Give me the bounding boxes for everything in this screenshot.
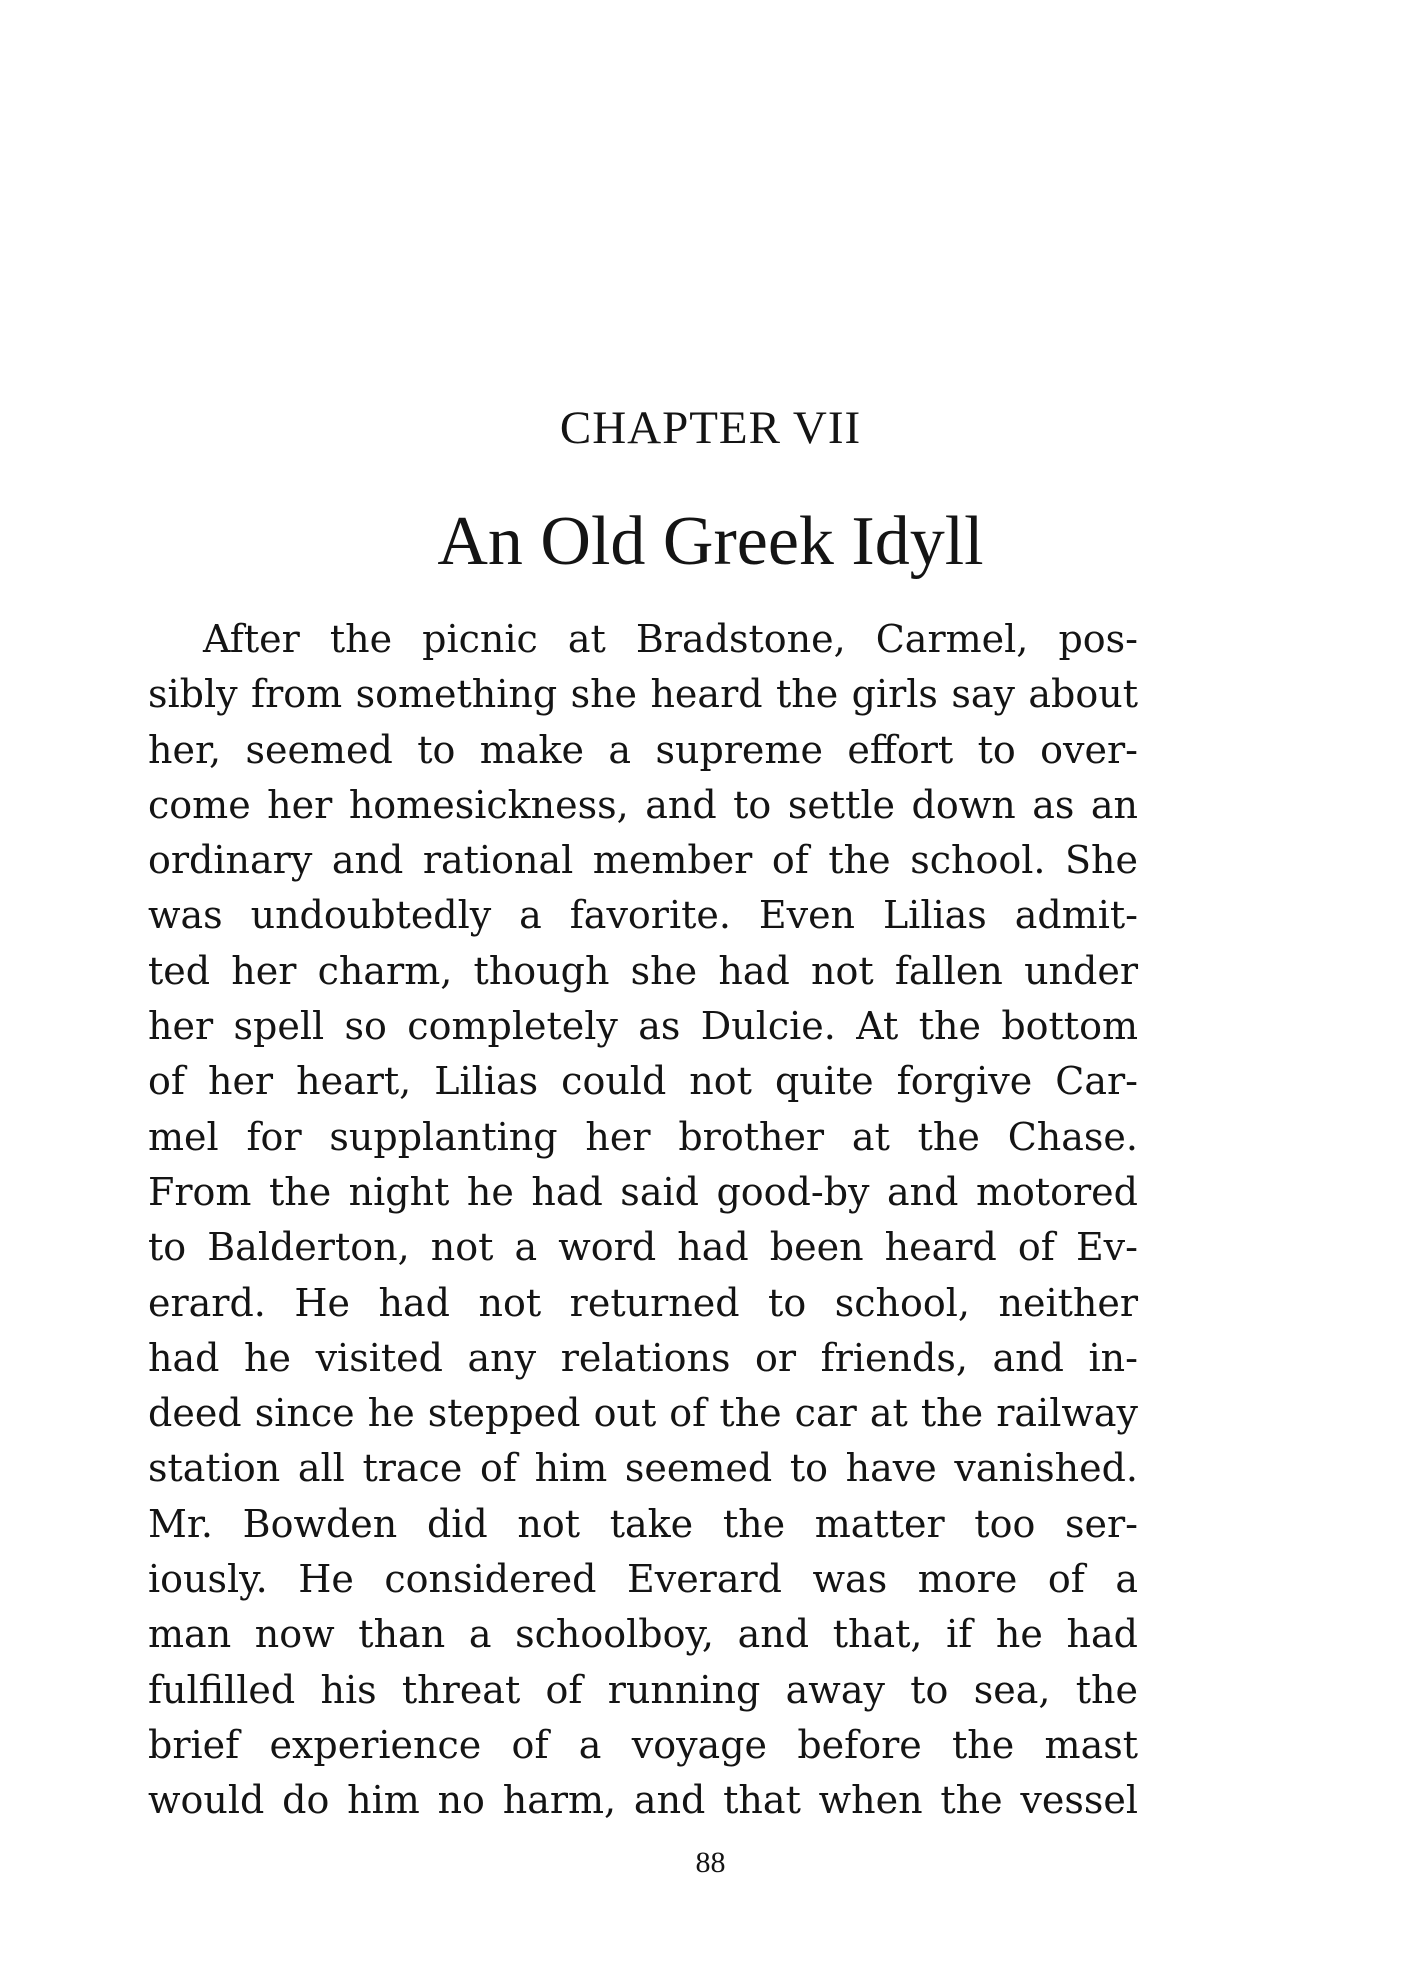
text-line: to Balderton, not a word had been heard of Ev-	[148, 1225, 1138, 1270]
text-line: brief experience of a voyage before the mast	[148, 1722, 1138, 1767]
text-line: her spell so completely as Dulcie. At the bottom	[148, 1004, 1138, 1049]
text-line: Mr. Bowden did not take the matter too ser-	[148, 1501, 1138, 1546]
text-line: From the night he had said good-by and motored	[148, 1169, 1138, 1214]
text-line: ordinary and rational member of the school. She	[148, 838, 1138, 883]
text-line: erard. He had not returned to school, neither	[148, 1280, 1138, 1325]
text-line: After the picnic at Bradstone, Carmel, pos-	[203, 617, 1138, 661]
text-line: would do him no harm, and that when the vessel	[148, 1778, 1138, 1823]
text-line: mel for supplanting her brother at the Chase.	[148, 1114, 1138, 1159]
text-line: sibly from something she heard the girls say about	[148, 672, 1138, 717]
text-line: station all trace of him seemed to have vanished.	[148, 1446, 1138, 1491]
page-number: 88	[695, 1846, 726, 1879]
text-line: man now than a schoolboy, and that, if he had	[148, 1612, 1138, 1657]
text-line: ted her charm, though she had not fallen under	[148, 948, 1138, 993]
chapter-title: An Old Greek Idyll	[437, 503, 984, 580]
text-line: her, seemed to make a supreme effort to over-	[148, 727, 1138, 772]
chapter-number: CHAPTER VII	[559, 402, 862, 454]
text-line: of her heart, Lilias could not quite forgive Car-	[148, 1059, 1138, 1104]
body-text	[148, 612, 1138, 1829]
text-line: deed since he stepped out of the car at the railway	[148, 1391, 1138, 1436]
text-line: had he visited any relations or friends, and in-	[148, 1335, 1138, 1380]
text-line: was undoubtedly a favorite. Even Lilias admit-	[148, 893, 1138, 938]
text-line: iously. He considered Everard was more of a	[148, 1557, 1138, 1602]
text-line: come her homesickness, and to settle down as an	[148, 782, 1138, 827]
text-line: fulfilled his threat of running away to sea, the	[148, 1667, 1138, 1712]
